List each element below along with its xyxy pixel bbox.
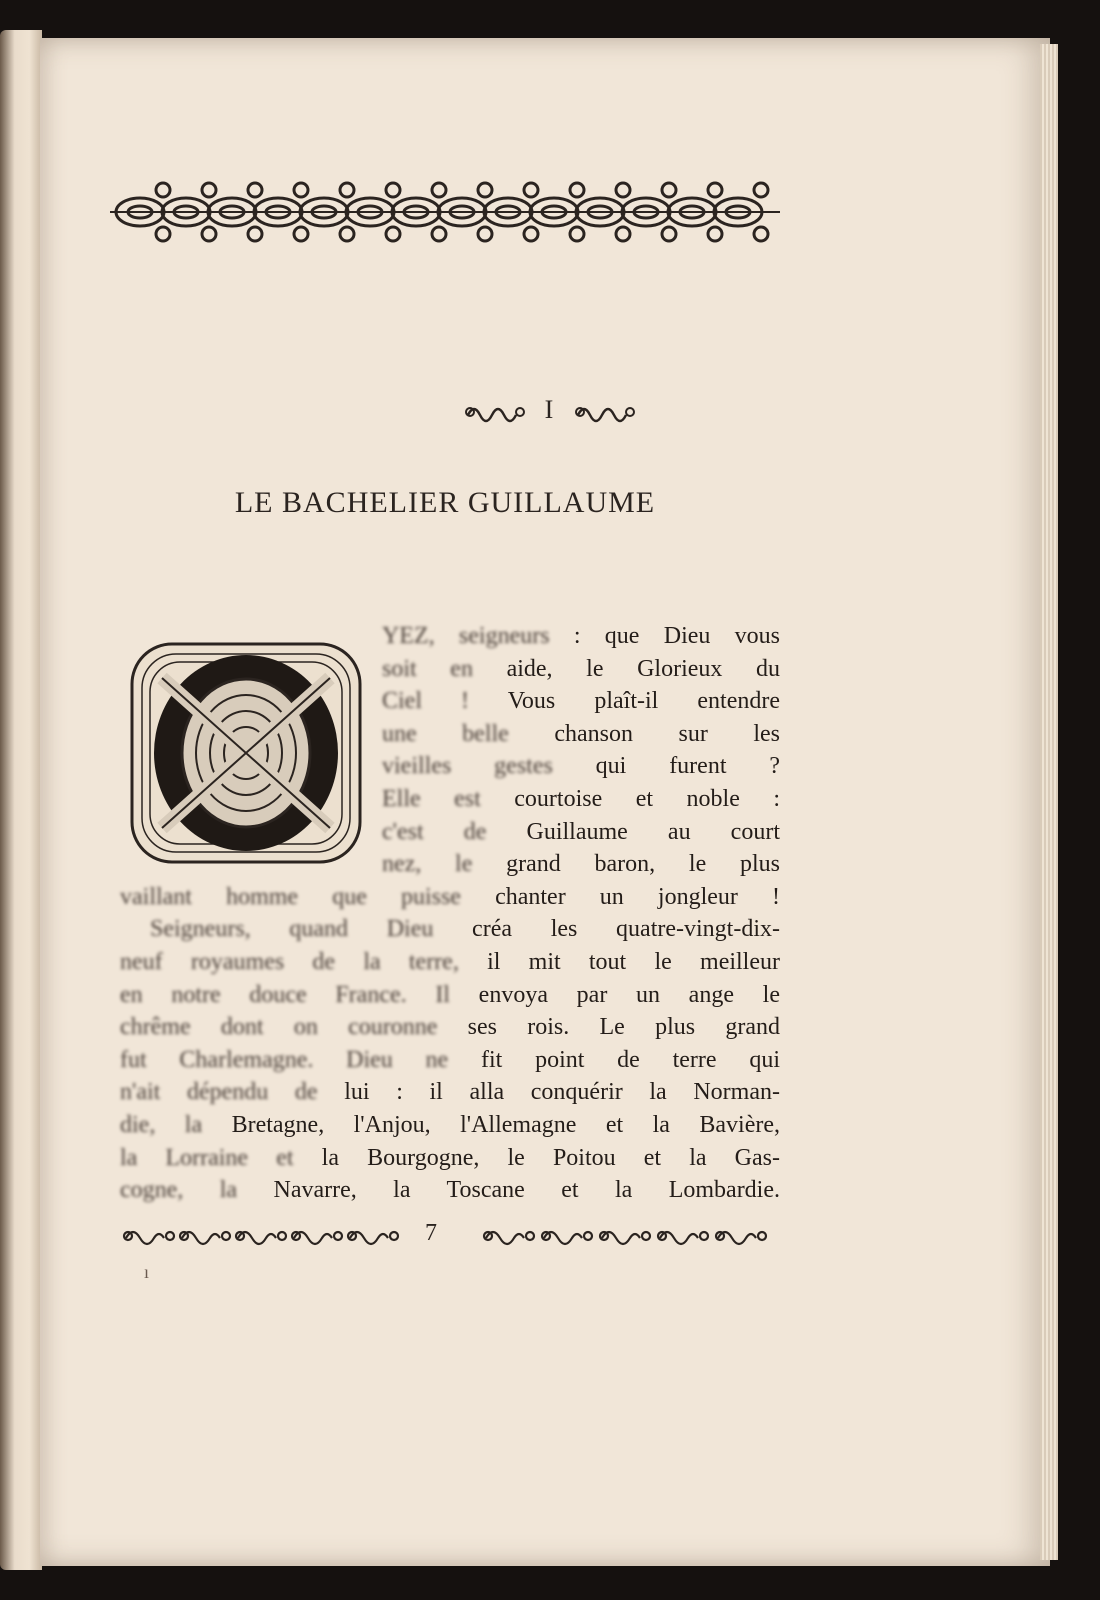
dropcap-wrapped-lines [382,620,780,881]
text-line: neuf royaumes de la terre, il mit tout le meilleur [120,948,780,975]
chapter-number-row [0,395,1100,425]
margin-mark: ı [144,1262,150,1282]
page-footer [120,1220,780,1254]
text-line: cogne, la Navarre, la Toscane et la Lombardie. [120,1177,781,1204]
text-line: vaillant homme que puisse chanter un jongleur ! [120,883,781,910]
text-line: soit en aide, le Glorieux du [382,655,781,682]
text-line: nez, le grand baron, le plus [382,851,780,878]
text-line: die, la Bretagne, l'Anjou, l'Allemagne et la Bavière, [120,1111,781,1138]
chapter-number: I [544,395,556,424]
chapter-title: LE BACHELIER GUILLAUME [234,486,656,519]
text-line: Elle est courtoise et noble : [382,785,781,812]
text-line: Ciel ! Vous plaît-il entendre [382,688,780,715]
text-line: fut Charlemagne. Dieu ne fit point de terre qui [120,1046,780,1073]
text-line: vieilles gestes qui furent ? [382,753,780,780]
text-line: la Lorraine et la Bourgogne, le Poitou et la Gas- [120,1144,780,1171]
footer-ornament-right [480,1224,780,1248]
page-number: 7 [425,1220,437,1246]
scroll-ornament-left [464,401,526,423]
text-line: n'ait dépendu de lui : il alla conquérir la Norman- [120,1079,780,1106]
facing-page-edge [0,30,42,1570]
text-line: en notre douce France. Il envoya par un ange le [120,981,780,1008]
page-stack-edge [1040,44,1058,1560]
text-line: c'est de Guillaume au court [382,818,780,845]
scroll-ornament-right [574,401,636,423]
body-text [120,620,780,1207]
text-line: chrême dont on couronne ses rois. Le plus grand [120,1014,780,1041]
footer-ornament-left [120,1224,405,1248]
interlace-band-ornament [80,150,800,270]
text-line: une belle chanson sur les [382,720,780,747]
text-line: Seigneurs, quand Dieu créa les quatre-vingt-dix- [150,916,780,943]
text-line: YEZ, seigneurs : que Dieu vous [382,623,781,649]
